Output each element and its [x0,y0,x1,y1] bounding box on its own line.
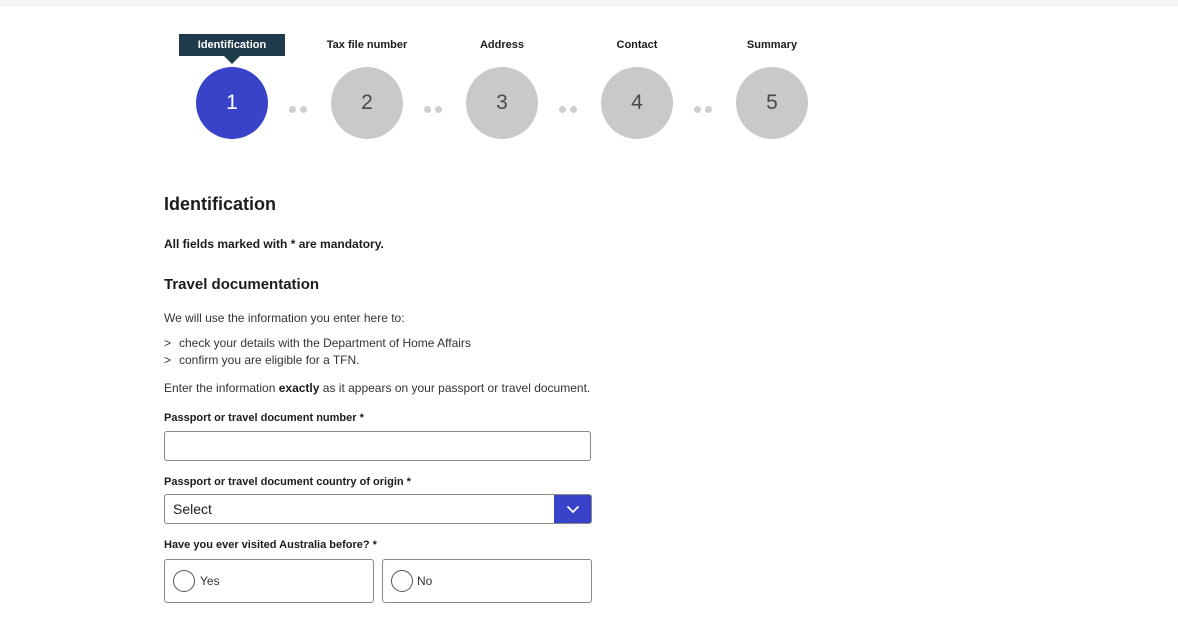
visited-before-label: Have you ever visited Australia before? * [164,539,377,551]
radio-option-no[interactable] [382,559,592,603]
chevron-right-icon: > [164,353,172,367]
step-4-label: Contact [616,39,658,51]
country-of-origin-select[interactable] [164,494,592,524]
step-5 [697,34,847,139]
exact-instruction: Enter the information exactly as it appears on your passport or travel document. [164,381,591,395]
step-1-label: Identification [179,34,285,56]
step-3 [427,34,577,139]
passport-number-label: Passport or travel document number * [164,412,364,424]
step-4 [562,34,712,139]
step-2-circle: 2 [331,67,403,139]
step-1[interactable] [157,34,307,139]
select-value: Select [173,501,212,517]
step-5-circle: 5 [736,67,808,139]
top-bar [0,0,1178,7]
step-4-circle: 4 [601,67,673,139]
step-2-label: Tax file number [326,39,408,51]
page-title: Identification [164,194,276,214]
radio-option-yes[interactable] [164,559,374,603]
intro-text: We will use the information you enter here to: [164,311,405,325]
step-2 [292,34,442,139]
passport-number-input[interactable] [164,431,591,461]
radio-button[interactable] [173,570,195,592]
section-title: Travel documentation [164,276,320,293]
progress-stepper [164,34,844,144]
mandatory-note: All fields marked with * are mandatory. [164,237,384,251]
chevron-down-icon [566,505,580,514]
step-3-label: Address [479,39,525,51]
list-item: > check your details with the Department of Home Affairs [164,336,471,350]
step-5-label: Summary [746,39,798,51]
radio-button[interactable] [391,570,413,592]
radio-label-no: No [417,574,433,588]
chevron-right-icon: > [164,336,172,350]
country-of-origin-label: Passport or travel document country of origin * [164,476,411,488]
radio-label-yes: Yes [200,574,220,588]
list-item: > confirm you are eligible for a TFN. [164,353,360,367]
dropdown-button[interactable] [554,495,591,523]
usage-list [164,335,471,369]
step-3-circle: 3 [466,67,538,139]
step-1-circle: 1 [196,67,268,139]
